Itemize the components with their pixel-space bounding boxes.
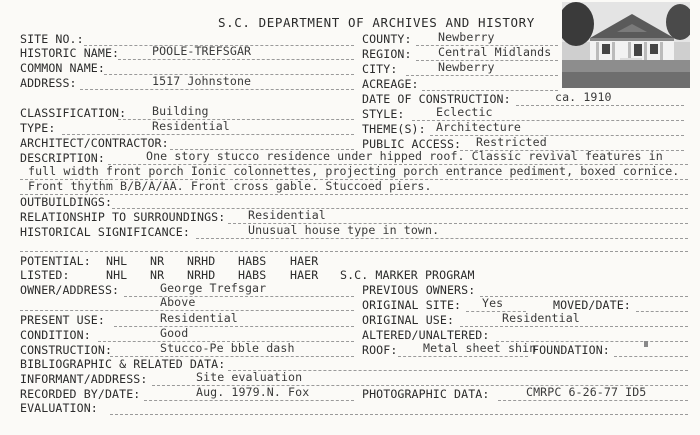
pen-mark — [644, 341, 648, 347]
original-site-value: Yes — [482, 296, 504, 310]
type-value: Residential — [152, 119, 230, 133]
type-line — [62, 134, 354, 135]
address-line — [80, 89, 354, 90]
city-line — [406, 75, 558, 76]
themes-line — [430, 135, 684, 136]
acreage-line — [422, 90, 558, 91]
address-value: 1517 Johnstone — [152, 74, 252, 88]
owner-value: George Trefsgar — [160, 281, 267, 295]
listed-option-nhl: NHL — [106, 268, 128, 282]
construction-value: Stucco-Pe bble dash — [160, 341, 295, 355]
altered-label: ALTERED/UNALTERED: — [362, 328, 490, 342]
owner-value-2: Above — [160, 295, 196, 309]
description-label: DESCRIPTION: — [20, 151, 105, 165]
style-label: STYLE: — [362, 107, 405, 121]
recorded-line — [144, 400, 354, 401]
evaluation-label: EVALUATION: — [20, 401, 98, 415]
recorded-value: Aug. 1979.N. Fox — [196, 385, 310, 399]
roof-value: Metal sheet shin — [423, 341, 537, 355]
foundation-label: FOUNDATION: — [532, 343, 610, 357]
photographic-value: CMRPC 6-26-77 ID5 — [526, 385, 647, 399]
outbuildings-label: OUTBUILDINGS: — [20, 195, 113, 209]
house-photo-image — [562, 2, 690, 88]
significance-label: HISTORICAL SIGNIFICANCE: — [20, 225, 190, 239]
present-use-line — [114, 326, 354, 327]
photographic-line — [498, 400, 688, 401]
listed-option-habs: HABS — [238, 268, 267, 282]
acreage-label: ACREAGE: — [362, 77, 419, 91]
significance-value: Unusual house type in town. — [248, 223, 440, 237]
date-of-construction-value: ca. 1910 — [555, 90, 612, 104]
city-value: Newberry — [438, 60, 495, 74]
marker-program-label: S.C. MARKER PROGRAM — [340, 268, 475, 282]
themes-label: THEME(S): — [362, 122, 426, 136]
classification-label: CLASSIFICATION: — [20, 106, 127, 120]
style-value: Eclectic — [436, 105, 493, 119]
previous-owners-line — [480, 296, 688, 297]
listed-label: LISTED: — [20, 268, 70, 282]
region-label: REGION: — [362, 47, 412, 61]
description-rule-3 — [20, 194, 688, 195]
classification-value: Building — [152, 104, 209, 118]
condition-label: CONDITION: — [20, 328, 91, 342]
roof-label: ROOF: — [362, 343, 398, 357]
section-divider — [20, 251, 688, 252]
potential-option-nr: NR — [150, 254, 165, 268]
architect-label: ARCHITECT/CONTRACTOR: — [20, 136, 169, 150]
foundation-line — [614, 356, 688, 357]
original-use-line — [460, 326, 688, 327]
description-line-1: One story stucco residence under hipped roof. Classic revival features in — [146, 149, 663, 163]
bibliographic-label: BIBLIOGRAPHIC & RELATED DATA: — [20, 357, 226, 371]
county-label: COUNTY: — [362, 32, 412, 46]
listed-option-nrhd: NRHD — [187, 268, 216, 282]
significance-line — [196, 238, 688, 239]
outbuildings-line — [112, 208, 688, 209]
previous-owners-label: PREVIOUS OWNERS: — [362, 283, 476, 297]
photographic-label: PHOTOGRAPHIC DATA: — [362, 387, 490, 401]
recorded-label: RECORDED BY/DATE: — [20, 387, 141, 401]
condition-value: Good — [160, 326, 189, 340]
historic-name-label: HISTORIC NAME: — [20, 46, 120, 60]
construction-label: CONSTRUCTION: — [20, 343, 113, 357]
potential-option-nrhd: NRHD — [187, 254, 216, 268]
public-access-label: PUBLIC ACCESS: — [362, 137, 462, 151]
original-site-label: ORIGINAL SITE: — [362, 298, 462, 312]
public-access-value: Restricted — [476, 135, 547, 149]
type-label: TYPE: — [20, 121, 56, 135]
relationship-value: Residential — [248, 208, 326, 222]
address-label: ADDRESS: — [20, 76, 77, 90]
informant-value: Site evaluation — [196, 370, 303, 384]
moved-date-label: MOVED/DATE: — [553, 298, 631, 312]
evaluation-line — [110, 414, 688, 415]
date-of-construction-line — [516, 105, 684, 106]
region-value: Central Midlands — [438, 45, 552, 59]
original-use-label: ORIGINAL USE: — [362, 313, 455, 327]
present-use-value: Residential — [160, 311, 238, 325]
themes-value: Architecture — [436, 120, 521, 134]
moved-date-line — [636, 311, 688, 312]
informant-label: INFORMANT/ADDRESS: — [20, 372, 148, 386]
historic-name-line — [118, 59, 354, 60]
present-use-label: PRESENT USE: — [20, 313, 105, 327]
owner-line — [124, 296, 354, 297]
county-value: Newberry — [438, 30, 495, 44]
date-of-construction-label: DATE OF CONSTRUCTION: — [362, 92, 511, 106]
house-photo — [562, 2, 690, 88]
description-line-2: full width front porch Ionic colonnettes, projecting porch entrance pediment, boxed cornice. — [28, 164, 680, 178]
relationship-label: RELATIONSHIP TO SURROUNDINGS: — [20, 210, 226, 224]
form-title: S.C. DEPARTMENT OF ARCHIVES AND HISTORY — [218, 15, 535, 30]
site-no-label: SITE NO.: — [20, 32, 84, 46]
original-use-value: Residential — [502, 311, 580, 325]
potential-label: POTENTIAL: — [20, 254, 91, 268]
roof-line — [398, 356, 528, 357]
listed-option-haer: HAER — [290, 268, 319, 282]
description-line-3: Front thythm B/B/A/AA. Front cross gable. Stuccoed piers. — [28, 179, 432, 193]
historic-name-value: POOLE-TREFSGAR — [152, 44, 252, 58]
common-name-label: COMMON NAME: — [20, 61, 105, 75]
potential-option-haer: HAER — [290, 254, 319, 268]
owner-label: OWNER/ADDRESS: — [20, 283, 120, 297]
city-label: CITY: — [362, 62, 398, 76]
listed-option-nr: NR — [150, 268, 165, 282]
potential-option-nhl: NHL — [106, 254, 128, 268]
potential-option-habs: HABS — [238, 254, 267, 268]
